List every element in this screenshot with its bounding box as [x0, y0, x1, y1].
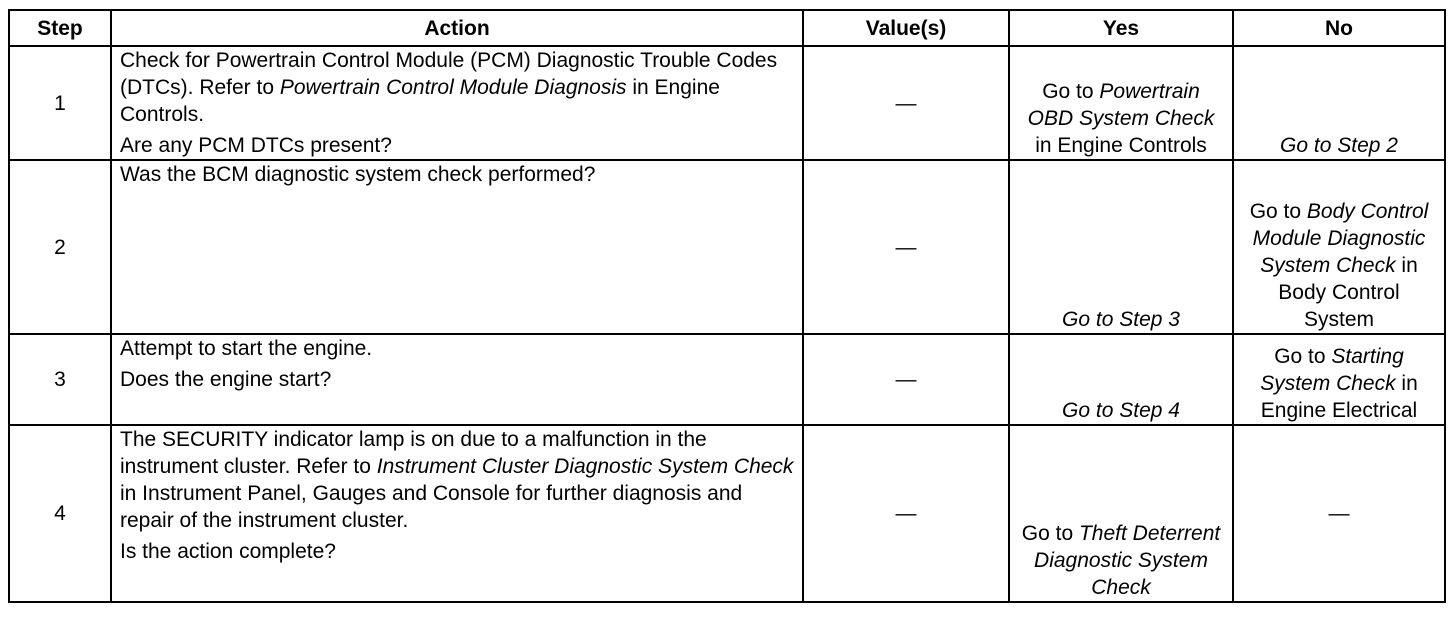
yes-cell: Go to Powertrain OBD System Check in Engine Controls [1009, 46, 1233, 160]
yes-cell [1009, 334, 1233, 425]
step-number: 3 [9, 334, 111, 425]
goto-step: Go to Step 4 [1062, 399, 1180, 422]
action-text: Attempt to start the engine. [120, 337, 373, 360]
table-row [9, 46, 1445, 160]
reference-link: Instrument Cluster Diagnostic System Check [376, 455, 794, 478]
reference-link: Powertrain OBD System Check [1027, 80, 1215, 130]
action-text: The SECURITY indicator lamp is on due to a malfunction in the instrument cluster. Refer to Instrument Cluster Diagnostic System Check in Instrument Panel, Gauges and Console for further diagnosis and repair of the instrument cluster. [120, 428, 794, 532]
action-cell [111, 334, 803, 425]
header-row [9, 10, 1445, 46]
header-action: Action [111, 10, 803, 46]
no-cell: — [1233, 425, 1445, 602]
no-cell: Go to Starting System Check in Engine Electrical [1233, 334, 1445, 425]
header-step: Step [9, 10, 111, 46]
yes-cell [1009, 160, 1233, 334]
yes-cell: Go to Theft Deterrent Diagnostic System Check [1009, 425, 1233, 602]
header-yes: Yes [1009, 10, 1233, 46]
reference-link: Starting System Check [1260, 345, 1404, 395]
diagnostic-table [8, 9, 1446, 603]
table-row [9, 160, 1445, 334]
no-cell: Go to Body Control Module Diagnostic System Check in Body Control System [1233, 160, 1445, 334]
table-row [9, 425, 1445, 602]
action-question: Does the engine start? [120, 368, 332, 391]
value-cell: — [803, 334, 1009, 425]
step-number: 4 [9, 425, 111, 602]
action-question: Was the BCM diagnostic system check performed? [120, 163, 596, 186]
goto-step: Go to Step 2 [1280, 134, 1398, 157]
action-question: Is the action complete? [120, 540, 336, 563]
action-cell [111, 160, 803, 334]
value-cell: — [803, 160, 1009, 334]
table-row [9, 334, 1445, 425]
reference-link: Body Control Module Diagnostic System Check [1252, 200, 1429, 277]
goto-step: Go to Step 3 [1062, 308, 1180, 331]
value-cell: — [803, 46, 1009, 160]
no-cell [1233, 46, 1445, 160]
step-number: 2 [9, 160, 111, 334]
header-values: Value(s) [803, 10, 1009, 46]
action-text: Check for Powertrain Control Module (PCM) Diagnostic Trouble Codes (DTCs). Refer to Powertrain Control Module Diagnosis in Engine Controls. [120, 49, 778, 126]
reference-link: Theft Deterrent Diagnostic System Check [1034, 522, 1221, 599]
action-cell [111, 46, 803, 160]
reference-link: Powertrain Control Module Diagnosis [279, 76, 627, 99]
header-no: No [1233, 10, 1445, 46]
action-cell [111, 425, 803, 602]
action-question: Are any PCM DTCs present? [120, 134, 392, 157]
value-cell: — [803, 425, 1009, 602]
step-number: 1 [9, 46, 111, 160]
